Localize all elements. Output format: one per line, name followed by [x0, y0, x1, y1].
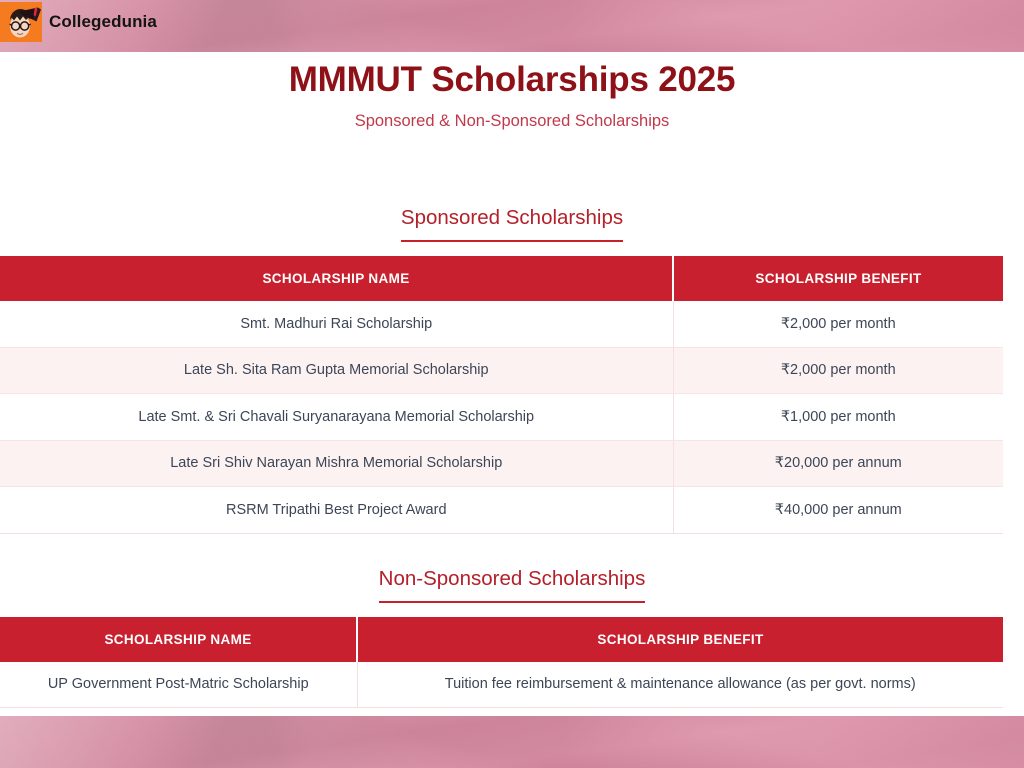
non-sponsored-scholarships-table-container	[0, 617, 1003, 708]
non-sponsored-scholarships-table	[0, 617, 1003, 708]
table-row	[0, 440, 1003, 487]
cell-scholarship-name: UP Government Post-Matric Scholarship	[0, 662, 357, 708]
cell-scholarship-benefit: ₹1,000 per month	[673, 394, 1003, 441]
cell-scholarship-name: Late Smt. & Sri Chavali Suryanarayana Memorial Scholarship	[0, 394, 673, 441]
page-title: MMMUT Scholarships 2025	[288, 60, 736, 99]
table-header-row	[0, 617, 1003, 662]
cell-scholarship-name: RSRM Tripathi Best Project Award	[0, 487, 673, 534]
cell-scholarship-benefit: ₹2,000 per month	[673, 347, 1003, 394]
sponsored-scholarships-table-container	[0, 256, 1003, 534]
brand-logo-group[interactable]	[0, 0, 157, 44]
table-row	[0, 347, 1003, 394]
page-header	[0, 60, 1024, 132]
cell-scholarship-name: Late Sri Shiv Narayan Mishra Memorial Scholarship	[0, 440, 673, 487]
cell-scholarship-name: Late Sh. Sita Ram Gupta Memorial Scholarship	[0, 347, 673, 394]
column-header-scholarship-name[interactable]: SCHOLARSHIP NAME	[0, 617, 357, 662]
cell-scholarship-benefit: ₹40,000 per annum	[673, 487, 1003, 534]
cell-scholarship-benefit: ₹20,000 per annum	[673, 440, 1003, 487]
column-header-scholarship-benefit[interactable]: SCHOLARSHIP BENEFIT	[357, 617, 1003, 662]
cell-scholarship-benefit: Tuition fee reimbursement & maintenance allowance (as per govt. norms)	[357, 662, 1003, 708]
column-header-scholarship-name[interactable]: SCHOLARSHIP NAME	[0, 256, 673, 301]
section-heading-non-sponsored	[0, 567, 1024, 603]
sponsored-scholarships-table	[0, 256, 1003, 534]
table-row	[0, 487, 1003, 534]
section-heading-non-sponsored-label: Non-Sponsored Scholarships	[379, 567, 646, 603]
column-header-scholarship-benefit[interactable]: SCHOLARSHIP BENEFIT	[673, 256, 1003, 301]
table-row	[0, 394, 1003, 441]
graduate-avatar-icon	[0, 2, 42, 42]
bottom-paper-band	[0, 716, 1024, 768]
cell-scholarship-name: Smt. Madhuri Rai Scholarship	[0, 301, 673, 347]
table-row	[0, 301, 1003, 347]
cell-scholarship-benefit: ₹2,000 per month	[673, 301, 1003, 347]
section-heading-sponsored	[0, 206, 1024, 242]
brand-name: Collegedunia	[49, 12, 157, 31]
table-header-row	[0, 256, 1003, 301]
section-heading-sponsored-label: Sponsored Scholarships	[401, 206, 623, 242]
page-subtitle: Sponsored & Non-Sponsored Scholarships	[354, 112, 670, 131]
table-row	[0, 662, 1003, 708]
